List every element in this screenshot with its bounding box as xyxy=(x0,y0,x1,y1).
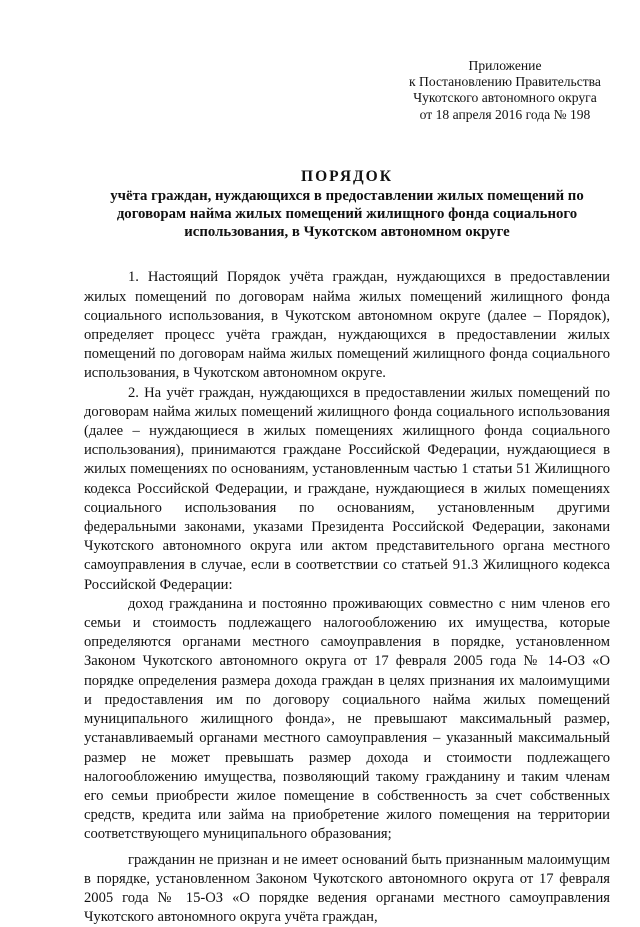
paragraph-4: гражданин не признан и не имеет оснований быть признанным малоимущим в порядке, установленном Законом Чукотского автономного округа от 17 февраля 2005 года № 15-ОЗ «О порядке ведения органами местного самоуправления Чукотского автономного округа учёта граждан, xyxy=(84,851,610,926)
document-heading xyxy=(84,167,610,242)
paragraph-2: 2. На учёт граждан, нуждающихся в предоставлении жилых помещений по договорам найма жилых помещений жилищного фонда социального использования (далее – нуждающиеся в жилых помещениях жилищного фонда социального использования), принимаются граждане Российской Федерации, нуждающиеся в жилых помещениях по основаниям, установленным частью 1 статьи 51 Жилищного кодекса Российской Федерации, и граждане, нуждающиеся в жилых помещениях социального использования по основаниям, установленным другими федеральными законами, указами Президента Российской Федерации, законами Чукотского автономного округа или актом представительного органа местного самоуправления в случае, если в соответствии со статьей 91.3 Жилищного кодекса Российской Федерации: xyxy=(84,384,610,593)
paragraph-3: доход гражданина и постоянно проживающих совместно с ним членов его семьи и стоимость подлежащего налогообложению их имущества, которые определяются органами местного самоуправления в порядке, установленном Законом Чукотского автономного округа от 17 февраля 2005 года № 14-ОЗ «О порядке определения размера дохода граждан в целях признания их малоимущими и предоставления им по договору социального найма жилых помещений муниципального жилищного фонда», не превышают максимальный размер, устанавливаемый органами местного самоуправления – указанный максимальный размер не может превышать размер дохода и стоимости подлежащего налогообложению имущества, позволяющий такому гражданину и таким членам его семьи приобрести жилое помещение в собственность за счет собственных средств, кредита или займа на приобретение жилого помещения на территории соответствующего муниципального образования; xyxy=(84,595,610,843)
appendix-line-4: от 18 апреля 2016 года № 198 xyxy=(419,106,591,122)
document-body xyxy=(84,268,610,927)
appendix-line-2: к Постановлению Правительства xyxy=(409,74,601,90)
appendix-line-1: Приложение xyxy=(468,58,542,73)
appendix-reference xyxy=(384,58,626,123)
document-title: ПОРЯДОК xyxy=(301,167,393,185)
paragraph-1: 1. Настоящий Порядок учёта граждан, нуждающихся в предоставлении жилых помещений по договорам найма жилых помещений жилищного фонда социального использования, в Чукотском автономном округе (далее – Порядок), определяет процесс учёта граждан, нуждающихся в предоставлении жилых помещений по договорам найма жилых помещений жилищного фонда социального использования, в Чукотском автономном округе. xyxy=(84,269,610,382)
appendix-line-3: Чукотского автономного округа xyxy=(413,90,597,106)
document-subtitle: учёта граждан, нуждающихся в предоставлении жилых помещений по договорам найма жилых помещений жилищного фонда социального использования, в Чукотском автономном округе xyxy=(110,187,584,241)
